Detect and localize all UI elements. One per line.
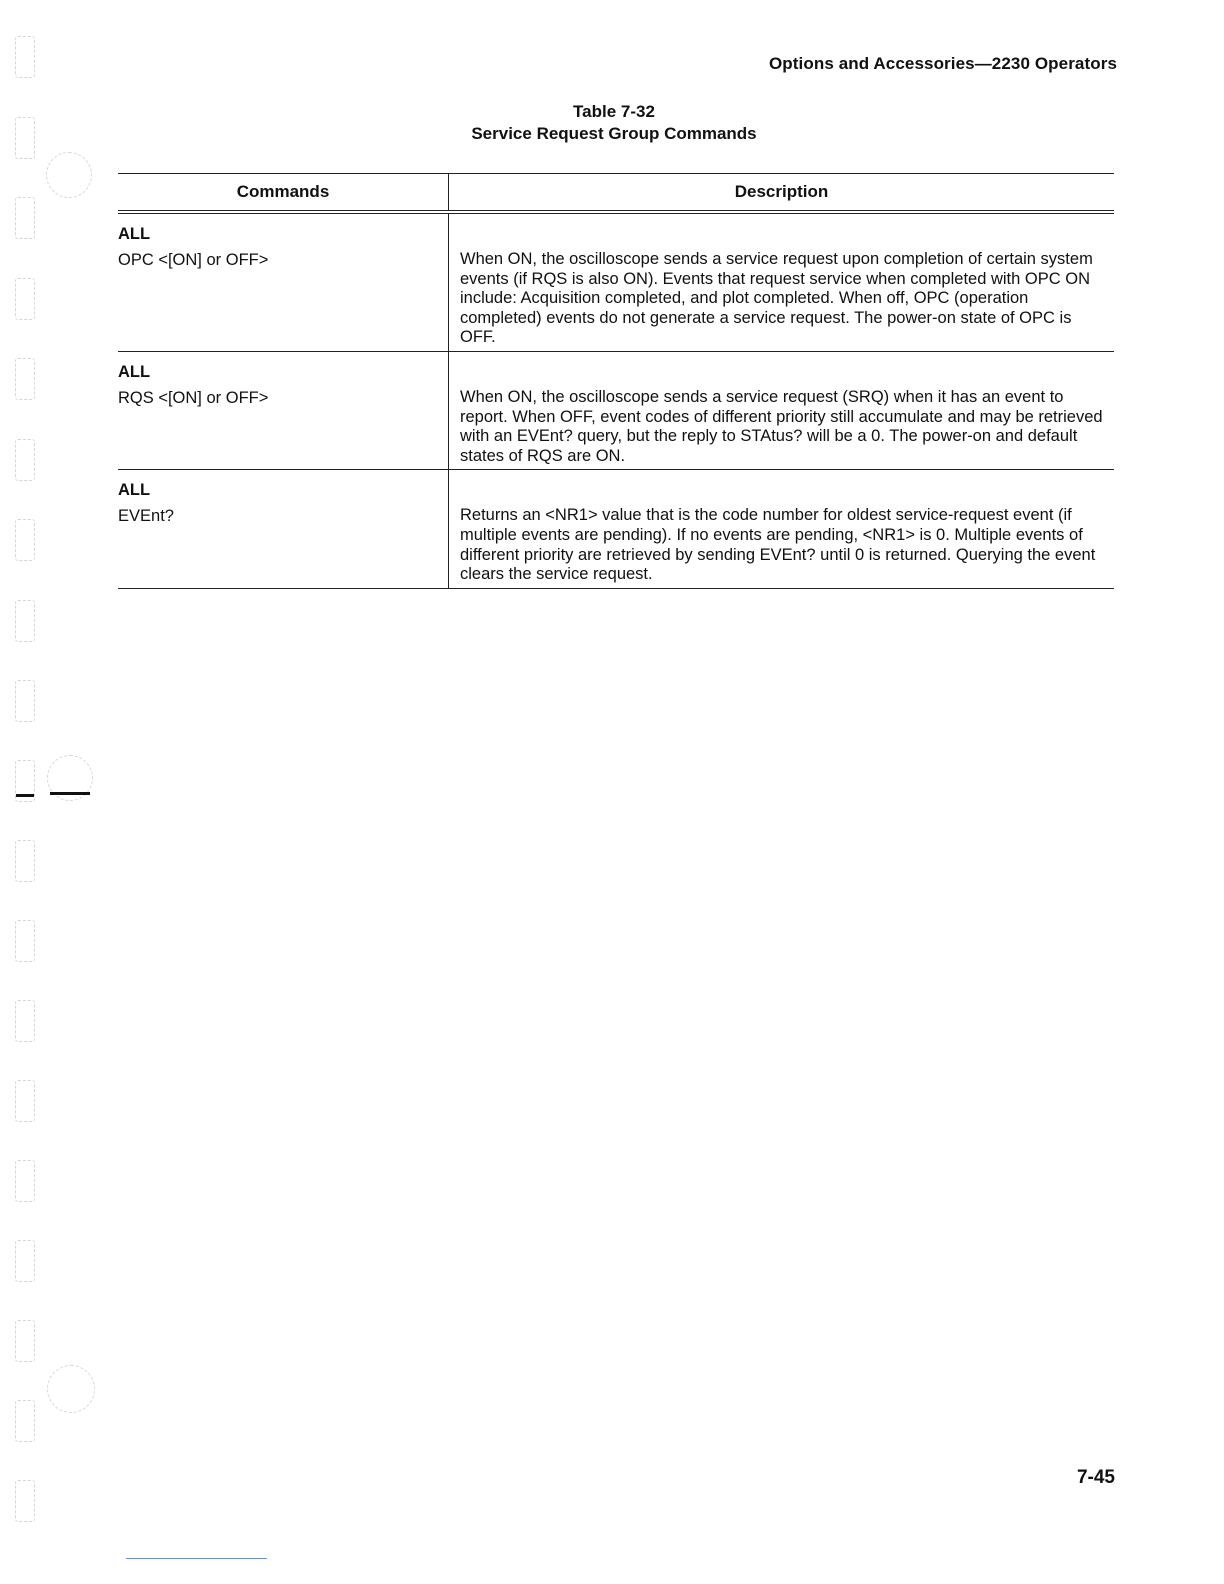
binder-hole bbox=[15, 358, 35, 400]
running-header: Options and Accessories—2230 Operators bbox=[768, 54, 1117, 73]
table-caption bbox=[0, 101, 1224, 145]
table-row bbox=[118, 351, 1114, 469]
binder-ring bbox=[46, 152, 92, 198]
binder-hole bbox=[15, 1080, 35, 1122]
binder-hole bbox=[15, 1320, 35, 1362]
binder-hole bbox=[15, 840, 35, 882]
binder-hole bbox=[15, 278, 35, 320]
table-number: Table 7-32 bbox=[573, 102, 655, 121]
page-number: 7-45 bbox=[1076, 1467, 1115, 1488]
binder-hole bbox=[15, 197, 35, 239]
column-header-description: Description bbox=[449, 174, 1115, 213]
table-row bbox=[118, 470, 1114, 588]
binder-mark bbox=[50, 792, 90, 795]
command-cell bbox=[118, 212, 449, 351]
binder-hole bbox=[15, 439, 35, 481]
binder-hole bbox=[15, 519, 35, 561]
table-row bbox=[118, 212, 1114, 351]
table-header-row bbox=[118, 174, 1114, 213]
description-cell: Returns an <NR1> value that is the code number for oldest service-request event (if multiple events are pending). If no events are pending, <NR1> is 0. Multiple events of different priority are retrieved by sending EVEnt? until 0 is returned. Querying the event clears the service request. bbox=[460, 506, 1096, 584]
command-syntax: RQS <[ON] or OFF> bbox=[118, 388, 269, 407]
binder-mark bbox=[16, 794, 34, 797]
binder-hole bbox=[15, 920, 35, 962]
command-group: ALL bbox=[118, 481, 151, 500]
binder-hole bbox=[15, 1000, 35, 1042]
column-header-commands: Commands bbox=[118, 174, 449, 213]
command-group: ALL bbox=[118, 362, 151, 381]
command-syntax: OPC <[ON] or OFF> bbox=[118, 251, 269, 269]
binder-ring bbox=[47, 1365, 95, 1413]
commands-table bbox=[118, 173, 1114, 589]
table-title: Service Request Group Commands bbox=[471, 124, 757, 143]
binder-hole bbox=[15, 1240, 35, 1282]
binder-hole bbox=[15, 36, 35, 78]
command-group: ALL bbox=[118, 225, 151, 243]
footer-rule bbox=[126, 1558, 267, 1559]
command-syntax: EVEnt? bbox=[118, 507, 174, 526]
description-cell: When ON, the oscilloscope sends a service request (SRQ) when it has an event to report. When OFF, event codes of different priority still accumulate and may be retrieved with an EVEnt? query, but the reply to STAtus? will be a 0. The power-on and default states of RQS are ON. bbox=[460, 387, 1103, 465]
binder-hole bbox=[15, 600, 35, 642]
description-cell: When ON, the oscilloscope sends a service request upon completion of certain system events (if RQS is also ON). Events that request service when completed with OPC ON include: Acquisition completed, and plot completed. When off, OPC (operation completed) events do not generate a service request. The power-on state of OPC is OFF. bbox=[460, 250, 1093, 347]
binder-hole bbox=[15, 1400, 35, 1442]
command-cell bbox=[118, 470, 449, 588]
binder-hole bbox=[15, 1160, 35, 1202]
binder-hole bbox=[15, 680, 35, 722]
binder-hole bbox=[15, 1480, 35, 1522]
command-cell bbox=[118, 351, 449, 469]
